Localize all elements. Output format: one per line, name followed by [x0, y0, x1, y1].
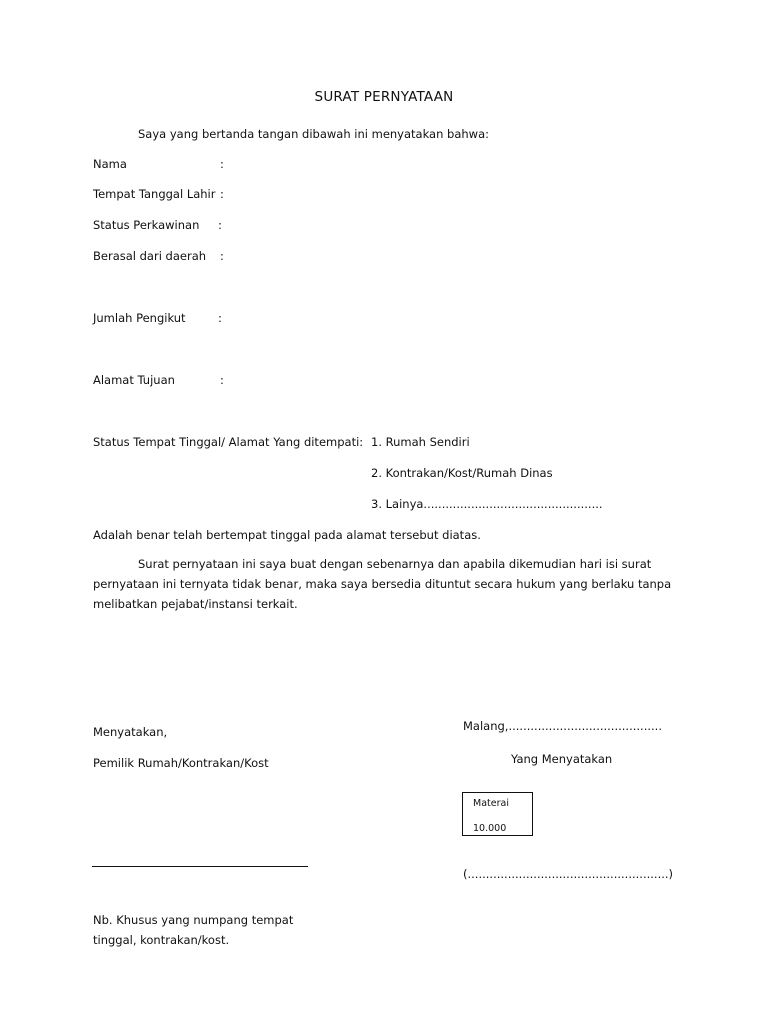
place-date-line: Malang,.......................................... [463, 719, 662, 733]
left-signature-line [92, 866, 308, 867]
field-label-jumlah-pengikut: Jumlah Pengikut [93, 311, 186, 325]
intro-text: Saya yang bertanda tangan dibawah ini menyatakan bahwa: [138, 127, 489, 141]
field-colon-jumlah-pengikut: : [218, 311, 222, 325]
field-colon-alamat-tujuan: : [220, 373, 224, 387]
statement-text: Adalah benar telah bertempat tinggal pada alamat tersebut diatas. [93, 528, 481, 542]
status-tinggal-label: Status Tempat Tinggal/ Alamat Yang ditempati: [93, 435, 364, 449]
field-label-nama: Nama [93, 157, 127, 171]
field-label-asal-daerah: Berasal dari daerah [93, 249, 207, 263]
field-colon-ttl: : [220, 187, 224, 201]
closing-line-2: pernyataan ini ternyata tidak benar, maka saya bersedia dituntut secara hukum yang berlaku tanpa [93, 577, 672, 591]
right-sign-heading: Yang Menyatakan [511, 752, 613, 766]
materai-label: Materai [473, 798, 509, 809]
status-option-1: 1. Rumah Sendiri [371, 435, 470, 449]
right-name-blank: (.......................................................) [463, 867, 674, 881]
note-line-2: tinggal, kontrakan/kost. [93, 933, 230, 947]
field-label-ttl: Tempat Tanggal Lahir [93, 187, 216, 201]
status-option-2: 2. Kontrakan/Kost/Rumah Dinas [371, 466, 553, 480]
materai-stamp-box [462, 792, 533, 836]
closing-line-1: Surat pernyataan ini saya buat dengan sebenarnya dan apabila dikemudian hari isi surat [138, 557, 652, 571]
document-title: SURAT PERNYATAAN [314, 89, 454, 105]
field-colon-status-perkawinan: : [218, 218, 222, 232]
field-label-status-perkawinan: Status Perkawinan [93, 218, 200, 232]
closing-line-3: melibatkan pejabat/instansi terkait. [93, 597, 298, 611]
note-line-1: Nb. Khusus yang numpang tempat [93, 913, 294, 927]
field-colon-asal-daerah: : [220, 249, 224, 263]
field-colon-nama: : [220, 157, 224, 171]
field-label-alamat-tujuan: Alamat Tujuan [93, 373, 175, 387]
left-sign-heading: Menyatakan, [93, 725, 168, 739]
left-sign-role: Pemilik Rumah/Kontrakan/Kost [93, 756, 269, 770]
materai-value: 10.000 [473, 823, 507, 834]
status-option-3: 3. Lainya................................................. [371, 497, 603, 511]
